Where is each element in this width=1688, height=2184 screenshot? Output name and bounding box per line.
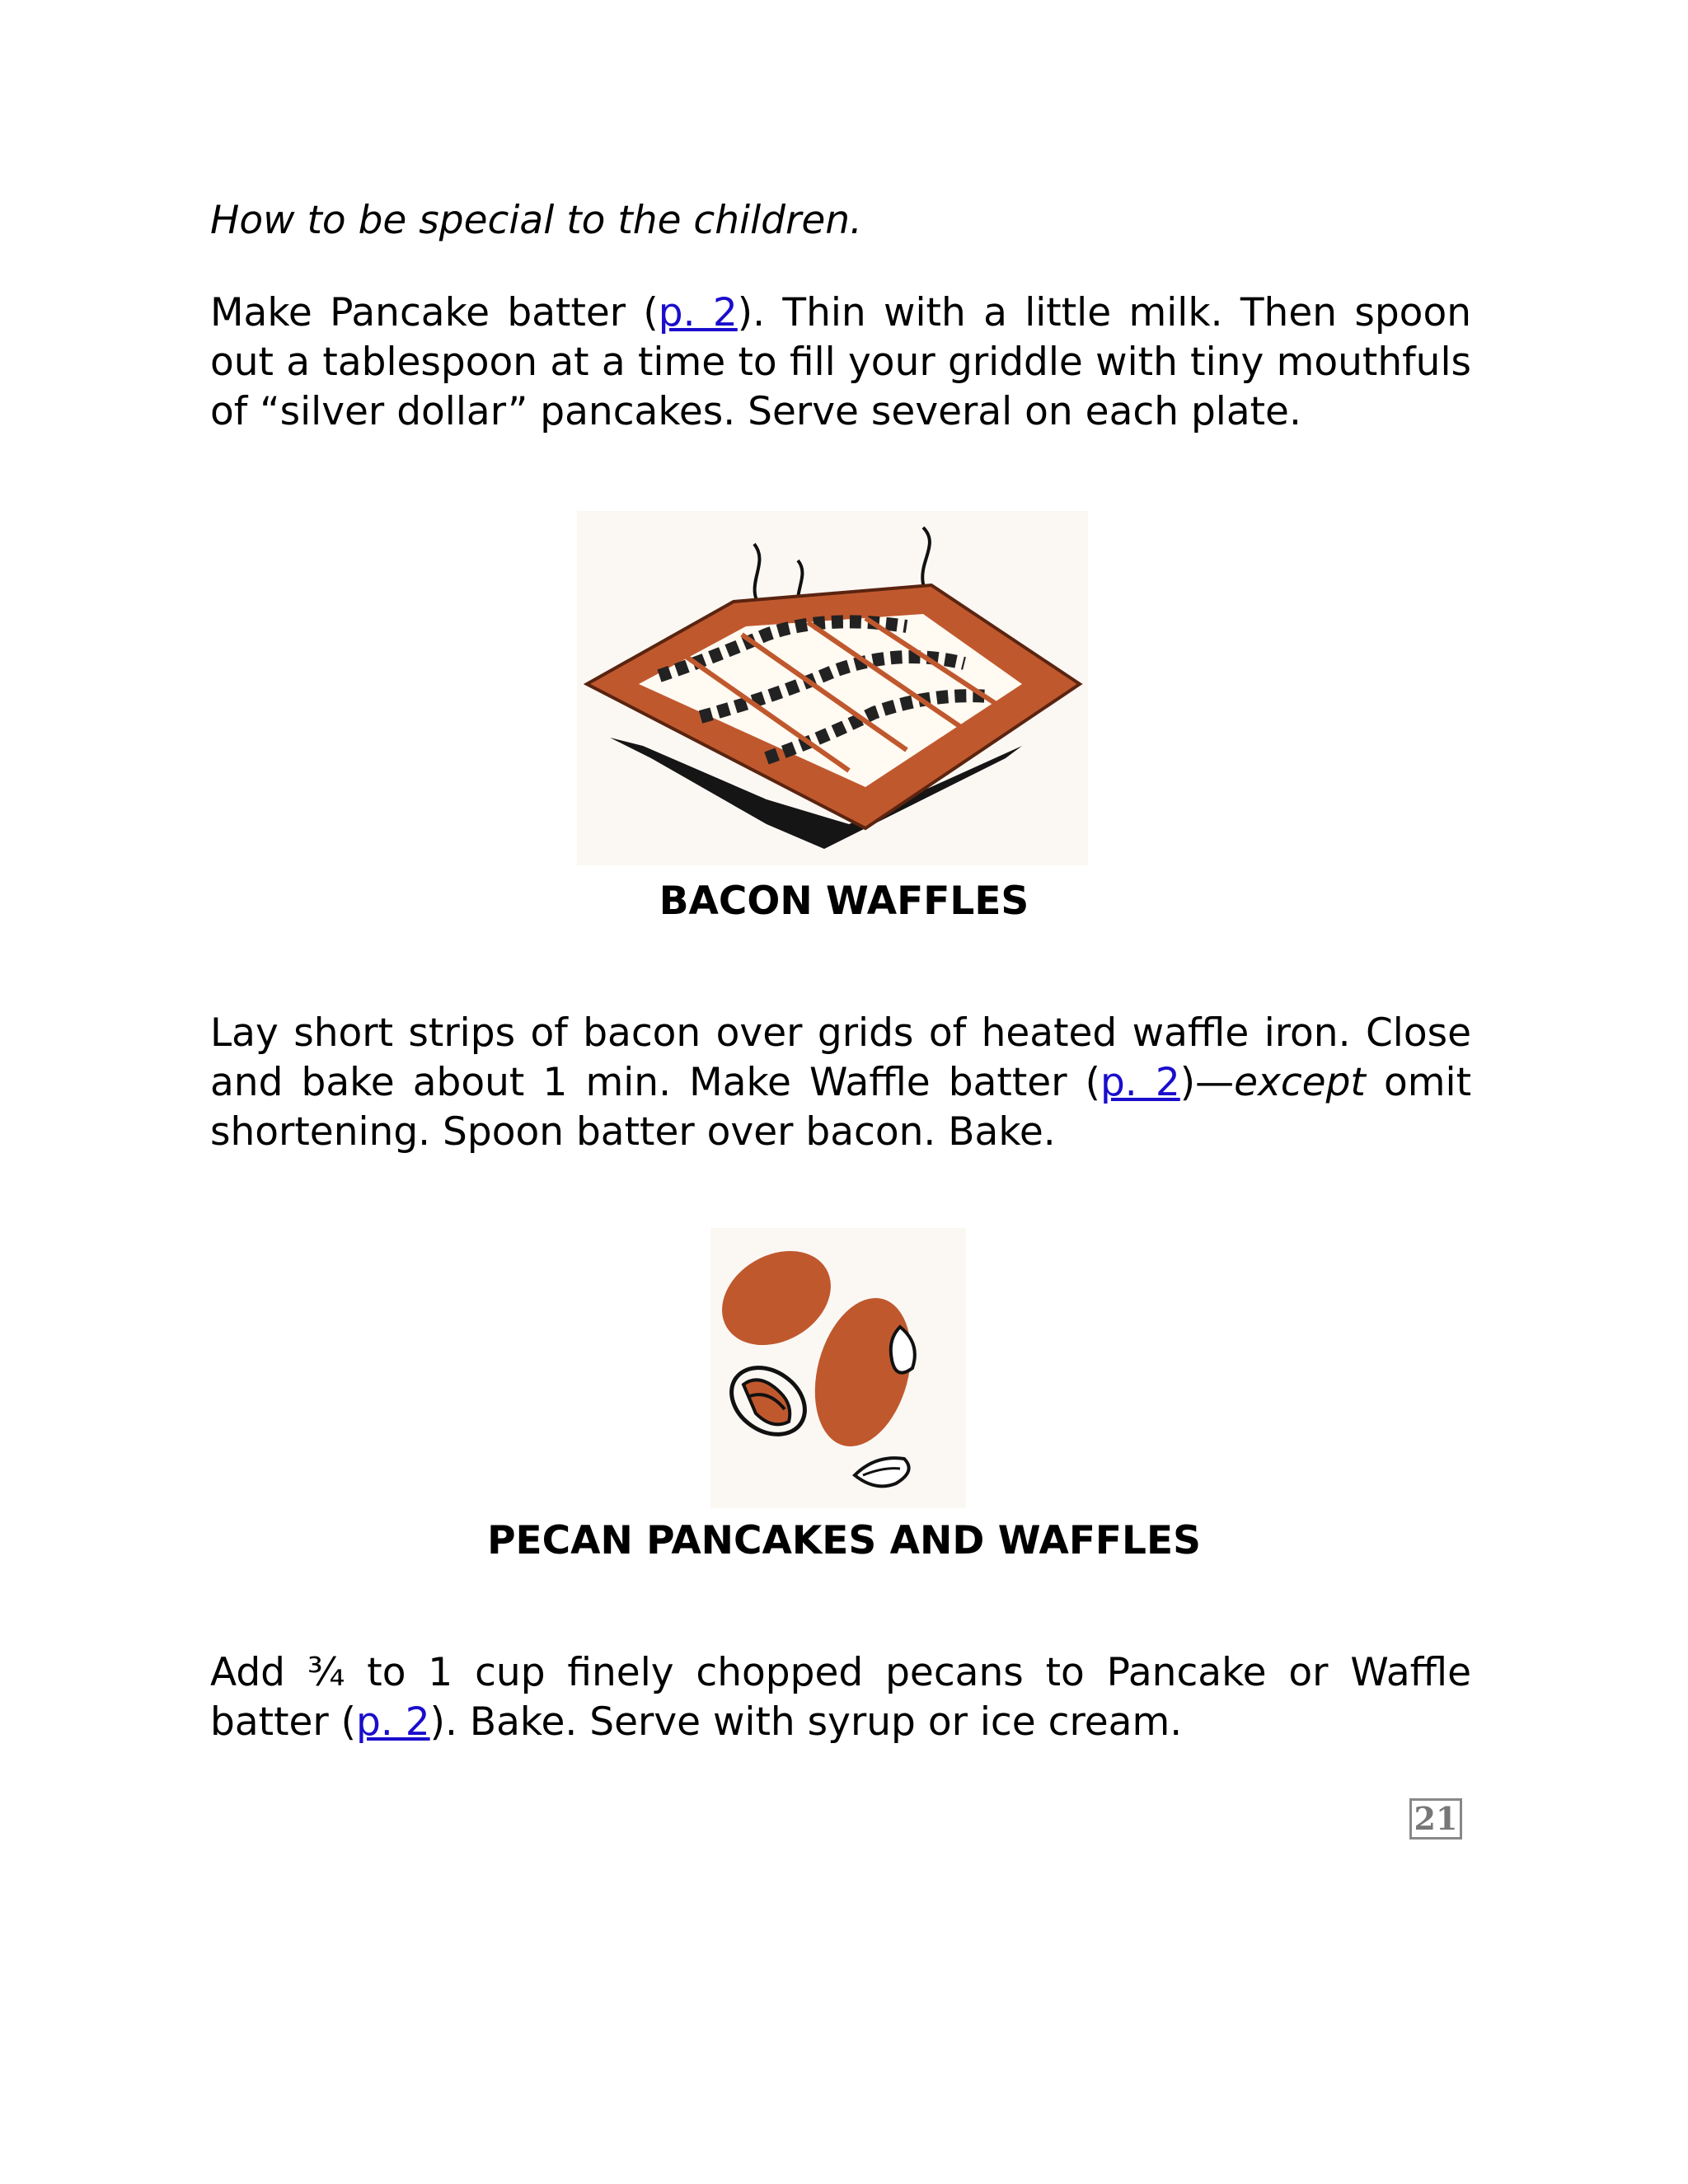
pecan-illustration xyxy=(710,1228,966,1508)
silver-dollar-paragraph xyxy=(210,288,1471,437)
page-2-link[interactable]: p. 2 xyxy=(356,1699,430,1745)
bacon-text-before: Lay short strips of bacon over grids of heated waffle iron. Close and bake about 1 min. Make Waffle batter ( xyxy=(210,1010,1471,1105)
page-2-link[interactable]: p. 2 xyxy=(658,290,738,335)
page-number: 21 xyxy=(1409,1798,1462,1840)
page-2-link[interactable]: p. 2 xyxy=(1100,1060,1180,1105)
bacon-text-after: omit shortening. Spoon batter over bacon. Bake. xyxy=(210,1060,1471,1155)
pecan-text-after: ). Bake. Serve with syrup or ice cream. xyxy=(429,1699,1183,1745)
silver-dollar-text-after: ). Thin with a little milk. Then spoon out a tablespoon at a time to fill your griddle with tiny mouthfuls of “silver dollar” pancakes. Serve several on each plate. xyxy=(210,290,1471,434)
bacon-text-mid: )— xyxy=(1179,1060,1235,1105)
bacon-emphasis: except xyxy=(1234,1060,1366,1105)
bacon-waffles-paragraph xyxy=(210,1009,1471,1157)
pecan-text-before: Add ¾ to 1 cup finely chopped pecans to Pancake or Waffle batter ( xyxy=(210,1650,1471,1745)
silver-dollar-text-before: Make Pancake batter ( xyxy=(210,290,659,335)
intro-line: How to be special to the children. xyxy=(210,198,862,243)
bacon-waffles-title: BACON WAFFLES xyxy=(659,879,1029,924)
pecan-title: PECAN PANCAKES AND WAFFLES xyxy=(487,1518,1201,1563)
bacon-waffle-illustration xyxy=(577,511,1088,865)
pecan-paragraph xyxy=(210,1648,1471,1747)
